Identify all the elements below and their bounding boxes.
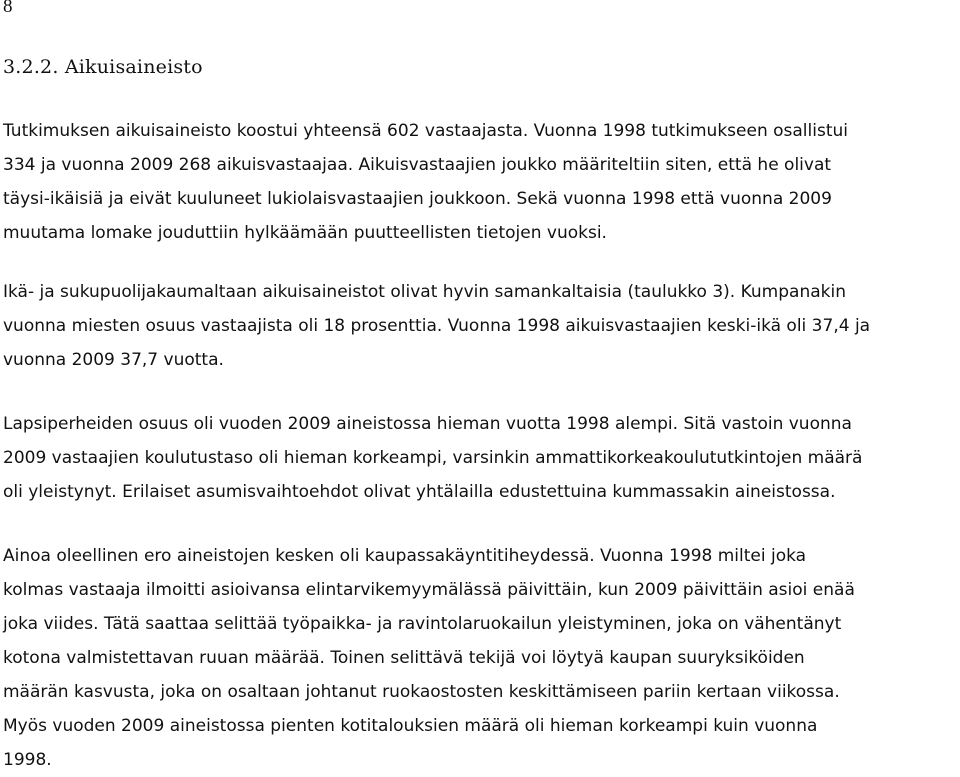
text-line: täysi-ikäisiä ja eivät kuuluneet lukiolaisvastaajien joukkoon. Sekä vuonna 1998 että vuonna 2009 — [3, 189, 832, 209]
text-line: määrän kasvusta, joka on osaltaan johtanut ruokaostosten keskittämiseen pariin kertaan viikossa. — [3, 682, 840, 702]
text-line: kolmas vastaaja ilmoitti asioivansa elintarvikemyymälässä päivittäin, kun 2009 päivittäin asioi enää — [3, 580, 855, 600]
text-line: 1998. — [3, 750, 52, 770]
text-line: Ikä- ja sukupuolijakaumaltaan aikuisaineistot olivat hyvin samankaltaisia (taulukko 3). Kumpanakin — [3, 282, 846, 302]
paragraph-adult-sample — [3, 114, 948, 250]
text-line: muutama lomake jouduttiin hylkäämään puutteellisten tietojen vuoksi. — [3, 223, 607, 243]
text-line: 2009 vastaajien koulutustaso oli hieman korkeampi, varsinkin ammattikorkeakoulututkintojen määrä — [3, 448, 863, 468]
text-line: Ainoa oleellinen ero aineistojen kesken oli kaupassakäyntitiheydessä. Vuonna 1998 miltei joka — [3, 546, 807, 566]
text-line: vuonna 2009 37,7 vuotta. — [3, 350, 224, 370]
text-line: 334 ja vuonna 2009 268 aikuisvastaajaa. Aikuisvastaajien joukko määriteltiin siten, että he olivat — [3, 155, 832, 175]
paragraph-age-gender — [3, 275, 948, 377]
page-number: 8 — [3, 0, 13, 17]
text-line: oli yleistynyt. Erilaiset asumisvaihtoehdot olivat yhtälailla edustettuina kummassakin aineistossa. — [3, 482, 836, 502]
text-line: joka viides. Tätä saattaa selittää työpaikka- ja ravintolaruokailun yleistyminen, joka on vähentänyt — [3, 614, 842, 634]
paragraph-families-education — [3, 407, 948, 509]
text-line: vuonna miesten osuus vastaajista oli 18 prosenttia. Vuonna 1998 aikuisvastaajien keski-ikä oli 37,4 ja — [3, 316, 871, 336]
text-line: Myös vuoden 2009 aineistossa pienten kotitalouksien määrä oli hieman korkeampi kuin vuonna — [3, 716, 818, 736]
text-line: kotona valmistettavan ruuan määrää. Toinen selittävä tekijä voi löytyä kaupan suuryksiköiden — [3, 648, 805, 668]
paragraph-shopping-frequency — [3, 539, 948, 777]
section-heading: 3.2.2. Aikuisaineisto — [3, 56, 203, 78]
text-line: Tutkimuksen aikuisaineisto koostui yhteensä 602 vastaajasta. Vuonna 1998 tutkimukseen osallistui — [3, 121, 848, 141]
text-line: Lapsiperheiden osuus oli vuoden 2009 aineistossa hieman vuotta 1998 alempi. Sitä vastoin vuonna — [3, 414, 852, 434]
